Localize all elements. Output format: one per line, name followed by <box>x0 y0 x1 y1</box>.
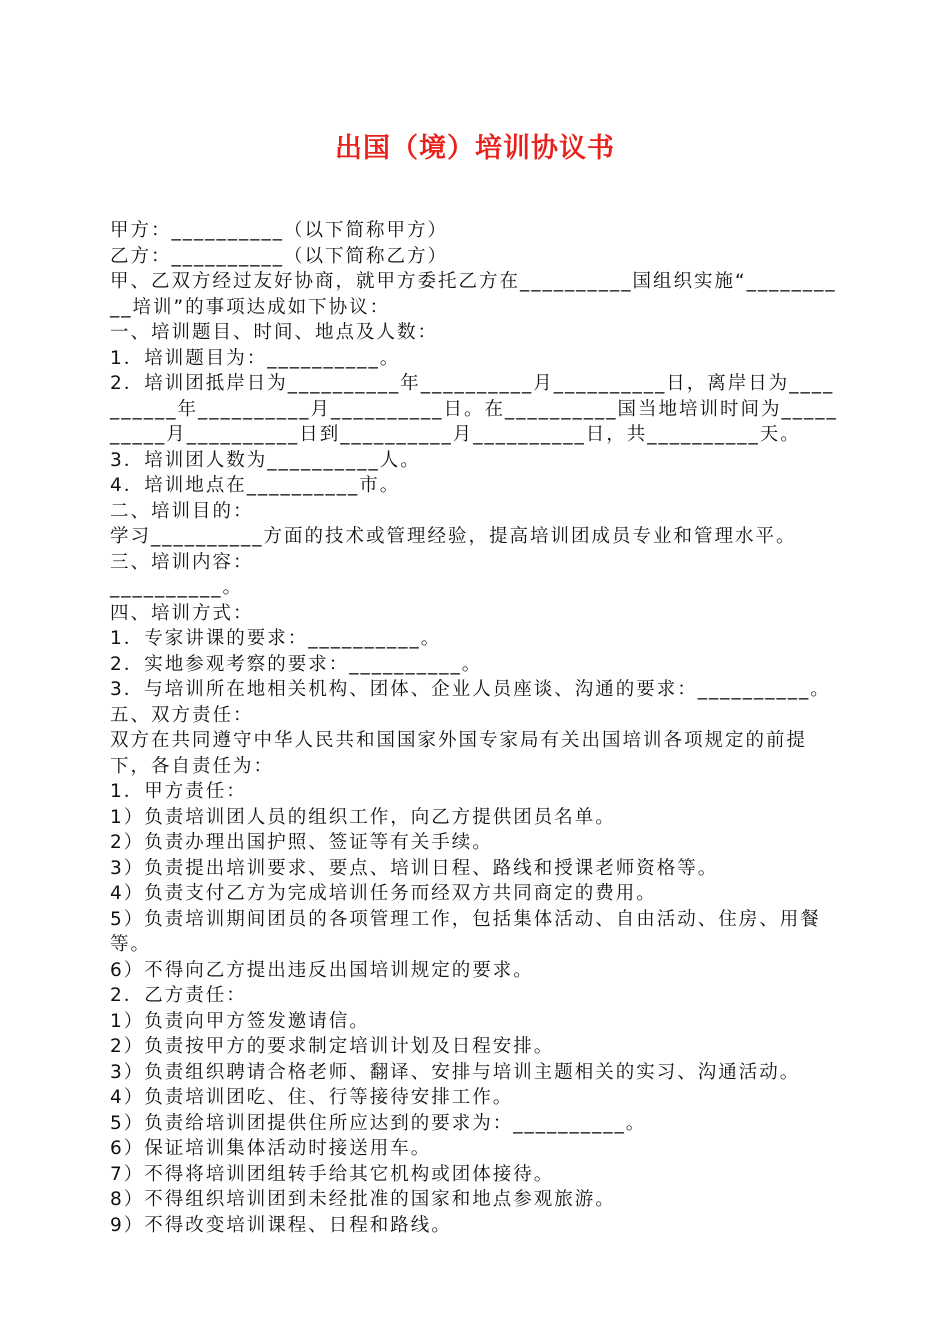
section-heading-2: 二、培训目的： <box>110 500 254 522</box>
preamble-paragraph: 甲、乙双方经过友好协商，就甲方委托乙方在__________国组织实施“__________培训”的事项达成如下协议： <box>110 271 837 318</box>
party-b-item-7: 7）不得将培训团组转手给其它机构或团体接待。 <box>110 1163 555 1185</box>
party-a-item-2: 2）负责办理出国护照、签证等有关手续。 <box>110 832 493 853</box>
purpose-paragraph: 学习__________方面的技术或管理经验，提高培训团成员专业和管理水平。 <box>110 526 797 547</box>
party-b-item-8: 8）不得组织培训团到未经批准的国家和地点参观旅游。 <box>110 1189 616 1210</box>
party-b-line: 乙方：__________（以下简称乙方） <box>110 245 449 267</box>
party-a-item-5: 5）负责培训期间团员的各项管理工作，包括集体活动、自由活动、住房、用餐等。 <box>110 908 821 955</box>
clause-4-2: 2．实地参观考察的要求：__________。 <box>110 653 483 675</box>
clause-1-2: 2．培训团抵岸日为__________年__________月__________日，离岸日为__________年__________月__________日。在__________国当地培训时间为__________月__________日到__________月__________日，共__________天。 <box>110 373 838 445</box>
party-b-item-1: 1）负责向甲方签发邀请信。 <box>110 1010 370 1032</box>
party-a-item-1: 1）负责培训团人员的组织工作，向乙方提供团员名单。 <box>110 806 616 828</box>
responsibility-intro: 双方在共同遵守中华人民共和国国家外国专家局有关出国培训各项规定的前提下，各自责任为： <box>110 730 808 777</box>
clause-1-1: 1．培训题目为：__________。 <box>110 347 401 369</box>
party-b-item-9: 9）不得改变培训课程、日程和路线。 <box>110 1214 452 1236</box>
section-heading-4: 四、培训方式： <box>110 602 254 624</box>
document-body <box>110 218 845 1238</box>
party-b-item-4: 4）负责培训团吃、住、行等接待安排工作。 <box>110 1087 514 1108</box>
section-heading-3: 三、培训内容： <box>110 551 254 573</box>
party-a-responsibility-heading: 1．甲方责任： <box>110 781 247 802</box>
party-b-item-2: 2）负责按甲方的要求制定培训计划及日程安排。 <box>110 1036 555 1057</box>
clause-1-4: 4．培训地点在__________市。 <box>110 475 401 496</box>
party-a-item-6: 6）不得向乙方提出违反出国培训规定的要求。 <box>110 959 534 981</box>
party-a-line: 甲方：__________（以下简称甲方） <box>110 220 449 241</box>
party-a-item-4: 4）负责支付乙方为完成培训任务而经双方共同商定的费用。 <box>110 883 657 904</box>
clause-4-1: 1．专家讲课的要求：__________。 <box>110 628 442 649</box>
party-b-responsibility-heading: 2．乙方责任： <box>110 985 247 1006</box>
section-heading-1: 一、培训题目、时间、地点及人数： <box>110 322 439 343</box>
clause-4-3: 3．与培训所在地相关机构、团体、企业人员座谈、沟通的要求：__________。 <box>110 679 831 700</box>
party-b-item-5: 5）负责给培训团提供住所应达到的要求为：__________。 <box>110 1112 647 1134</box>
party-b-item-6: 6）保证培训集体活动时接送用车。 <box>110 1138 432 1159</box>
clause-1-3: 3．培训团人数为__________人。 <box>110 449 421 471</box>
party-a-item-3: 3）负责提出培训要求、要点、培训日程、路线和授课老师资格等。 <box>110 857 719 879</box>
party-b-item-3: 3）负责组织聘请合格老师、翻译、安排与培训主题相关的实习、沟通活动。 <box>110 1061 801 1083</box>
document-title: 出国（境）培训协议书 <box>335 133 615 164</box>
section-heading-5: 五、双方责任： <box>110 704 254 726</box>
content-blank-line: __________。 <box>110 577 244 598</box>
